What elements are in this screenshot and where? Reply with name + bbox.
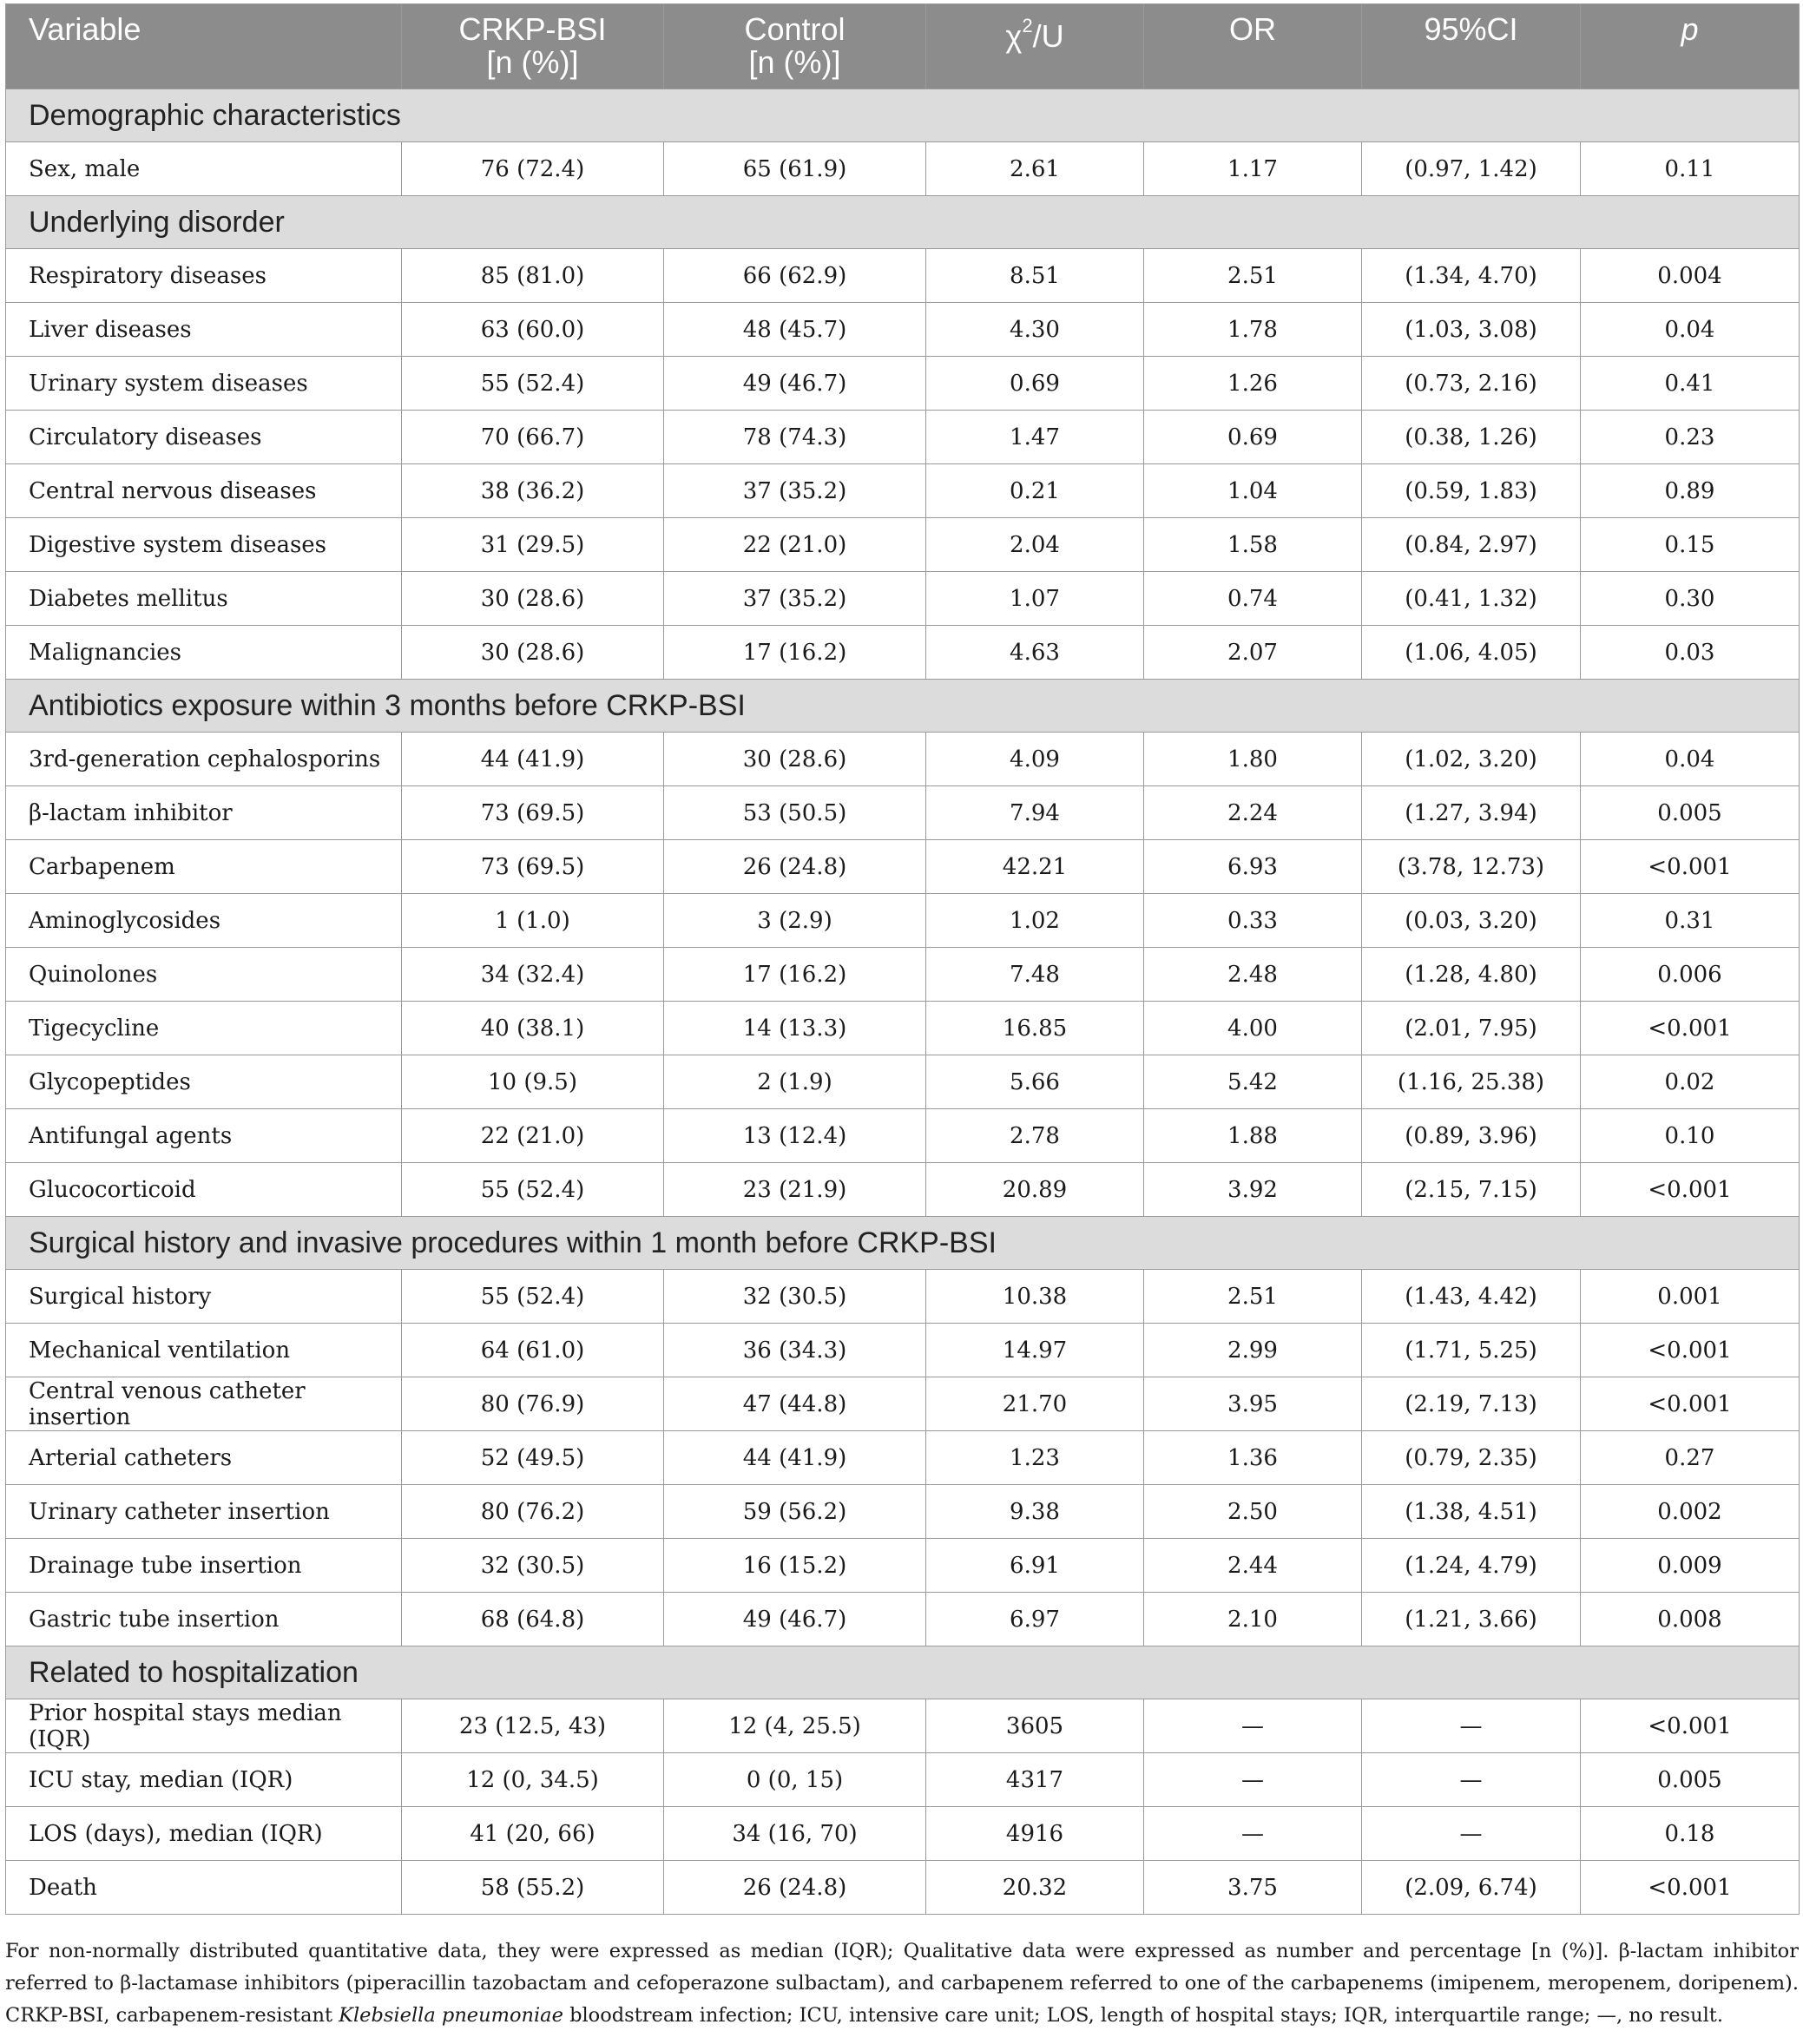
cell-or: 2.10 <box>1144 1593 1362 1646</box>
cell-ci: (0.97, 1.42) <box>1362 142 1581 196</box>
cell-control: 26 (24.8) <box>664 840 926 894</box>
cell-variable: ICU stay, median (IQR) <box>6 1753 402 1807</box>
table-row <box>6 894 1800 948</box>
cell-control: 66 (62.9) <box>664 249 926 303</box>
cell-control: 22 (21.0) <box>664 518 926 572</box>
cell-or: 1.78 <box>1144 303 1362 357</box>
cell-chi-u: 10.38 <box>926 1270 1144 1324</box>
cell-p: 0.23 <box>1581 411 1800 464</box>
cell-variable: Urinary system diseases <box>6 357 402 411</box>
cell-or: 1.80 <box>1144 733 1362 786</box>
cell-or: 2.07 <box>1144 626 1362 680</box>
cell-variable: Arterial catheters <box>6 1431 402 1485</box>
cell-crkp-bsi: 55 (52.4) <box>402 1163 664 1217</box>
cell-crkp-bsi: 12 (0, 34.5) <box>402 1753 664 1807</box>
cell-variable: Tigecycline <box>6 1002 402 1055</box>
section-title: Related to hospitalization <box>6 1646 1800 1699</box>
cell-variable: Gastric tube insertion <box>6 1593 402 1646</box>
cell-control: 12 (4, 25.5) <box>664 1699 926 1753</box>
cell-control: 78 (74.3) <box>664 411 926 464</box>
cell-chi-u: 4916 <box>926 1807 1144 1861</box>
cell-chi-u: 2.61 <box>926 142 1144 196</box>
table-body <box>6 89 1800 1915</box>
cell-p: 0.15 <box>1581 518 1800 572</box>
cell-p: <0.001 <box>1581 1324 1800 1377</box>
cell-p: 0.41 <box>1581 357 1800 411</box>
results-table <box>5 3 1800 1915</box>
cell-variable: Carbapenem <box>6 840 402 894</box>
table-row <box>6 518 1800 572</box>
cell-ci: (0.59, 1.83) <box>1362 464 1581 518</box>
cell-ci: (0.79, 2.35) <box>1362 1431 1581 1485</box>
cell-crkp-bsi: 32 (30.5) <box>402 1539 664 1593</box>
table-row <box>6 1163 1800 1217</box>
cell-or: 2.51 <box>1144 1270 1362 1324</box>
table-row <box>6 948 1800 1002</box>
cell-control: 26 (24.8) <box>664 1861 926 1915</box>
table-footnote: For non-normally distributed quantitative data, they were expressed as median (IQR); Qualitative data were expressed as number and percentage [n (%)]. β-lactam inhibitor referred to β-lactamase inhibitors (piperacillin tazobactam and cefoperazone sulbactam), and carbapenem referred to one of the carbapenems (imipenem, meropenem, doripenem). CRKP-BSI, carbapenem-resistant Klebsiella pneumoniae bloodstream infection; ICU, intensive care unit; LOS, length of hospital stays; IQR, interquartile range; —, no result. <box>5 1940 1799 2027</box>
cell-variable: Digestive system diseases <box>6 518 402 572</box>
cell-variable: Mechanical ventilation <box>6 1324 402 1377</box>
table-row <box>6 1753 1800 1807</box>
cell-p: 0.008 <box>1581 1593 1800 1646</box>
cell-crkp-bsi: 41 (20, 66) <box>402 1807 664 1861</box>
table-row <box>6 1861 1800 1915</box>
table-row <box>6 786 1800 840</box>
cell-control: 17 (16.2) <box>664 948 926 1002</box>
cell-chi-u: 1.47 <box>926 411 1144 464</box>
cell-ci: (1.16, 25.38) <box>1362 1055 1581 1109</box>
cell-ci: (1.34, 4.70) <box>1362 249 1581 303</box>
cell-control: 49 (46.7) <box>664 1593 926 1646</box>
cell-ci: (0.41, 1.32) <box>1362 572 1581 626</box>
cell-variable: Urinary catheter insertion <box>6 1485 402 1539</box>
table-row <box>6 249 1800 303</box>
cell-ci: (2.01, 7.95) <box>1362 1002 1581 1055</box>
table-row <box>6 626 1800 680</box>
cell-crkp-bsi: 70 (66.7) <box>402 411 664 464</box>
cell-or: 1.26 <box>1144 357 1362 411</box>
cell-or: 1.36 <box>1144 1431 1362 1485</box>
cell-control: 37 (35.2) <box>664 572 926 626</box>
section-row <box>6 680 1800 733</box>
header-ci: 95%CI <box>1362 4 1581 89</box>
table-row <box>6 1485 1800 1539</box>
table-row <box>6 1002 1800 1055</box>
cell-ci: (1.38, 4.51) <box>1362 1485 1581 1539</box>
cell-ci: (2.09, 6.74) <box>1362 1861 1581 1915</box>
cell-or: — <box>1144 1753 1362 1807</box>
cell-chi-u: 16.85 <box>926 1002 1144 1055</box>
cell-p: <0.001 <box>1581 1163 1800 1217</box>
cell-chi-u: 9.38 <box>926 1485 1144 1539</box>
cell-control: 44 (41.9) <box>664 1431 926 1485</box>
cell-or: 0.74 <box>1144 572 1362 626</box>
cell-p: 0.009 <box>1581 1539 1800 1593</box>
table-row <box>6 303 1800 357</box>
cell-variable: LOS (days), median (IQR) <box>6 1807 402 1861</box>
cell-ci: (1.28, 4.80) <box>1362 948 1581 1002</box>
cell-or: 4.00 <box>1144 1002 1362 1055</box>
cell-p: 0.005 <box>1581 786 1800 840</box>
cell-crkp-bsi: 68 (64.8) <box>402 1593 664 1646</box>
cell-or: 3.75 <box>1144 1861 1362 1915</box>
cell-ci: (0.38, 1.26) <box>1362 411 1581 464</box>
cell-crkp-bsi: 34 (32.4) <box>402 948 664 1002</box>
table-row <box>6 1431 1800 1485</box>
cell-chi-u: 7.48 <box>926 948 1144 1002</box>
cell-variable: Central venous catheter insertion <box>6 1377 402 1431</box>
table-row <box>6 1807 1800 1861</box>
table-row <box>6 1539 1800 1593</box>
cell-p: 0.31 <box>1581 894 1800 948</box>
cell-chi-u: 6.91 <box>926 1539 1144 1593</box>
cell-chi-u: 4317 <box>926 1753 1144 1807</box>
cell-control: 2 (1.9) <box>664 1055 926 1109</box>
table-row <box>6 357 1800 411</box>
cell-variable: Aminoglycosides <box>6 894 402 948</box>
header-chi-u: $\chi^2/U$ <box>926 4 1144 89</box>
cell-crkp-bsi: 76 (72.4) <box>402 142 664 196</box>
cell-ci: — <box>1362 1807 1581 1861</box>
cell-crkp-bsi: 30 (28.6) <box>402 572 664 626</box>
cell-p: 0.30 <box>1581 572 1800 626</box>
cell-ci: (1.21, 3.66) <box>1362 1593 1581 1646</box>
cell-crkp-bsi: 40 (38.1) <box>402 1002 664 1055</box>
cell-control: 16 (15.2) <box>664 1539 926 1593</box>
cell-or: 3.95 <box>1144 1377 1362 1431</box>
cell-crkp-bsi: 58 (55.2) <box>402 1861 664 1915</box>
cell-control: 34 (16, 70) <box>664 1807 926 1861</box>
cell-p: 0.89 <box>1581 464 1800 518</box>
cell-chi-u: 21.70 <box>926 1377 1144 1431</box>
cell-control: 13 (12.4) <box>664 1109 926 1163</box>
table-row <box>6 464 1800 518</box>
cell-crkp-bsi: 55 (52.4) <box>402 357 664 411</box>
cell-ci: — <box>1362 1699 1581 1753</box>
cell-p: <0.001 <box>1581 1699 1800 1753</box>
cell-p: 0.04 <box>1581 733 1800 786</box>
cell-variable: Prior hospital stays median (IQR) <box>6 1699 402 1753</box>
cell-control: 3 (2.9) <box>664 894 926 948</box>
cell-variable: Circulatory diseases <box>6 411 402 464</box>
cell-variable: Quinolones <box>6 948 402 1002</box>
cell-variable: β-lactam inhibitor <box>6 786 402 840</box>
cell-or: 2.51 <box>1144 249 1362 303</box>
cell-p: 0.006 <box>1581 948 1800 1002</box>
cell-variable: Respiratory diseases <box>6 249 402 303</box>
cell-chi-u: 4.30 <box>926 303 1144 357</box>
section-title: Demographic characteristics <box>6 89 1800 142</box>
cell-or: 1.88 <box>1144 1109 1362 1163</box>
cell-chi-u: 0.21 <box>926 464 1144 518</box>
cell-chi-u: 42.21 <box>926 840 1144 894</box>
header-control-line1: Control <box>744 11 846 47</box>
cell-ci: — <box>1362 1753 1581 1807</box>
cell-or: 1.04 <box>1144 464 1362 518</box>
cell-chi-u: 20.32 <box>926 1861 1144 1915</box>
cell-control: 36 (34.3) <box>664 1324 926 1377</box>
cell-crkp-bsi: 44 (41.9) <box>402 733 664 786</box>
cell-or: — <box>1144 1699 1362 1753</box>
cell-chi-u: 2.04 <box>926 518 1144 572</box>
cell-chi-u: 1.07 <box>926 572 1144 626</box>
cell-ci: (1.43, 4.42) <box>1362 1270 1581 1324</box>
cell-ci: (1.06, 4.05) <box>1362 626 1581 680</box>
cell-control: 37 (35.2) <box>664 464 926 518</box>
table-row <box>6 1109 1800 1163</box>
cell-control: 47 (44.8) <box>664 1377 926 1431</box>
cell-crkp-bsi: 30 (28.6) <box>402 626 664 680</box>
cell-p: <0.001 <box>1581 1002 1800 1055</box>
cell-crkp-bsi: 38 (36.2) <box>402 464 664 518</box>
cell-p: <0.001 <box>1581 840 1800 894</box>
table-row <box>6 411 1800 464</box>
table-row <box>6 1593 1800 1646</box>
cell-or: 3.92 <box>1144 1163 1362 1217</box>
cell-p: 0.004 <box>1581 249 1800 303</box>
cell-control: 65 (61.9) <box>664 142 926 196</box>
cell-p: <0.001 <box>1581 1377 1800 1431</box>
header-control-line2: [n (%)] <box>748 44 841 80</box>
cell-crkp-bsi: 52 (49.5) <box>402 1431 664 1485</box>
cell-ci: (0.89, 3.96) <box>1362 1109 1581 1163</box>
cell-variable: Death <box>6 1861 402 1915</box>
cell-or: 1.58 <box>1144 518 1362 572</box>
cell-variable: Surgical history <box>6 1270 402 1324</box>
cell-crkp-bsi: 23 (12.5, 43) <box>402 1699 664 1753</box>
section-title: Surgical history and invasive procedures within 1 month before CRKP-BSI <box>6 1217 1800 1270</box>
table-row <box>6 1270 1800 1324</box>
cell-chi-u: 14.97 <box>926 1324 1144 1377</box>
cell-ci: (0.84, 2.97) <box>1362 518 1581 572</box>
cell-ci: (1.03, 3.08) <box>1362 303 1581 357</box>
cell-control: 48 (45.7) <box>664 303 926 357</box>
cell-crkp-bsi: 55 (52.4) <box>402 1270 664 1324</box>
cell-or: 2.44 <box>1144 1539 1362 1593</box>
cell-chi-u: 7.94 <box>926 786 1144 840</box>
cell-control: 53 (50.5) <box>664 786 926 840</box>
cell-control: 23 (21.9) <box>664 1163 926 1217</box>
table-row <box>6 142 1800 196</box>
cell-or: 2.99 <box>1144 1324 1362 1377</box>
cell-variable: Diabetes mellitus <box>6 572 402 626</box>
cell-p: 0.03 <box>1581 626 1800 680</box>
cell-p: 0.002 <box>1581 1485 1800 1539</box>
cell-crkp-bsi: 31 (29.5) <box>402 518 664 572</box>
cell-p: <0.001 <box>1581 1861 1800 1915</box>
cell-variable: Glucocorticoid <box>6 1163 402 1217</box>
section-row <box>6 196 1800 249</box>
cell-chi-u: 5.66 <box>926 1055 1144 1109</box>
cell-crkp-bsi: 10 (9.5) <box>402 1055 664 1109</box>
cell-chi-u: 1.23 <box>926 1431 1144 1485</box>
cell-variable: Central nervous diseases <box>6 464 402 518</box>
cell-ci: (2.19, 7.13) <box>1362 1377 1581 1431</box>
cell-chi-u: 4.09 <box>926 733 1144 786</box>
cell-or: 1.17 <box>1144 142 1362 196</box>
cell-chi-u: 20.89 <box>926 1163 1144 1217</box>
cell-p: 0.005 <box>1581 1753 1800 1807</box>
cell-chi-u: 3605 <box>926 1699 1144 1753</box>
cell-p: 0.18 <box>1581 1807 1800 1861</box>
cell-crkp-bsi: 1 (1.0) <box>402 894 664 948</box>
header-crkp-line1: CRKP-BSI <box>458 11 607 47</box>
cell-p: 0.27 <box>1581 1431 1800 1485</box>
cell-crkp-bsi: 64 (61.0) <box>402 1324 664 1377</box>
cell-ci: (1.71, 5.25) <box>1362 1324 1581 1377</box>
table-row <box>6 572 1800 626</box>
section-row <box>6 1646 1800 1699</box>
header-row <box>6 4 1800 89</box>
cell-variable: Malignancies <box>6 626 402 680</box>
cell-p: 0.11 <box>1581 142 1800 196</box>
section-row <box>6 1217 1800 1270</box>
cell-p: 0.04 <box>1581 303 1800 357</box>
section-title: Underlying disorder <box>6 196 1800 249</box>
cell-chi-u: 0.69 <box>926 357 1144 411</box>
header-crkp-bsi <box>402 4 664 89</box>
cell-control: 49 (46.7) <box>664 357 926 411</box>
cell-chi-u: 4.63 <box>926 626 1144 680</box>
cell-or: 0.69 <box>1144 411 1362 464</box>
header-variable: Variable <box>6 4 402 89</box>
cell-variable: Drainage tube insertion <box>6 1539 402 1593</box>
cell-variable: Liver diseases <box>6 303 402 357</box>
cell-or: 2.48 <box>1144 948 1362 1002</box>
table-row <box>6 733 1800 786</box>
cell-chi-u: 6.97 <box>926 1593 1144 1646</box>
cell-control: 14 (13.3) <box>664 1002 926 1055</box>
cell-p: 0.001 <box>1581 1270 1800 1324</box>
cell-or: 6.93 <box>1144 840 1362 894</box>
cell-or: 2.24 <box>1144 786 1362 840</box>
cell-p: 0.10 <box>1581 1109 1800 1163</box>
cell-control: 59 (56.2) <box>664 1485 926 1539</box>
cell-ci: (1.24, 4.79) <box>1362 1539 1581 1593</box>
cell-or: 2.50 <box>1144 1485 1362 1539</box>
header-crkp-line2: [n (%)] <box>486 44 579 80</box>
cell-control: 17 (16.2) <box>664 626 926 680</box>
cell-ci: (3.78, 12.73) <box>1362 840 1581 894</box>
cell-variable: Sex, male <box>6 142 402 196</box>
cell-crkp-bsi: 63 (60.0) <box>402 303 664 357</box>
cell-crkp-bsi: 73 (69.5) <box>402 786 664 840</box>
table-row <box>6 1324 1800 1377</box>
cell-chi-u: 2.78 <box>926 1109 1144 1163</box>
header-or: OR <box>1144 4 1362 89</box>
cell-chi-u: 8.51 <box>926 249 1144 303</box>
cell-ci: (2.15, 7.15) <box>1362 1163 1581 1217</box>
cell-chi-u: 1.02 <box>926 894 1144 948</box>
cell-or: 0.33 <box>1144 894 1362 948</box>
section-row <box>6 89 1800 142</box>
cell-ci: (0.03, 3.20) <box>1362 894 1581 948</box>
cell-variable: Antifungal agents <box>6 1109 402 1163</box>
cell-crkp-bsi: 80 (76.2) <box>402 1485 664 1539</box>
cell-ci: (1.02, 3.20) <box>1362 733 1581 786</box>
cell-variable: Glycopeptides <box>6 1055 402 1109</box>
table-row <box>6 1377 1800 1431</box>
table-row <box>6 840 1800 894</box>
cell-or: 5.42 <box>1144 1055 1362 1109</box>
table-row <box>6 1055 1800 1109</box>
header-control <box>664 4 926 89</box>
cell-ci: (1.27, 3.94) <box>1362 786 1581 840</box>
cell-crkp-bsi: 22 (21.0) <box>402 1109 664 1163</box>
cell-control: 0 (0, 15) <box>664 1753 926 1807</box>
cell-p: 0.02 <box>1581 1055 1800 1109</box>
table-row <box>6 1699 1800 1753</box>
cell-crkp-bsi: 80 (76.9) <box>402 1377 664 1431</box>
section-title: Antibiotics exposure within 3 months before CRKP-BSI <box>6 680 1800 733</box>
cell-control: 32 (30.5) <box>664 1270 926 1324</box>
cell-control: 30 (28.6) <box>664 733 926 786</box>
cell-or: — <box>1144 1807 1362 1861</box>
cell-variable: 3rd-generation cephalosporins <box>6 733 402 786</box>
cell-crkp-bsi: 85 (81.0) <box>402 249 664 303</box>
cell-ci: (0.73, 2.16) <box>1362 357 1581 411</box>
header-p: p <box>1581 4 1800 89</box>
cell-crkp-bsi: 73 (69.5) <box>402 840 664 894</box>
